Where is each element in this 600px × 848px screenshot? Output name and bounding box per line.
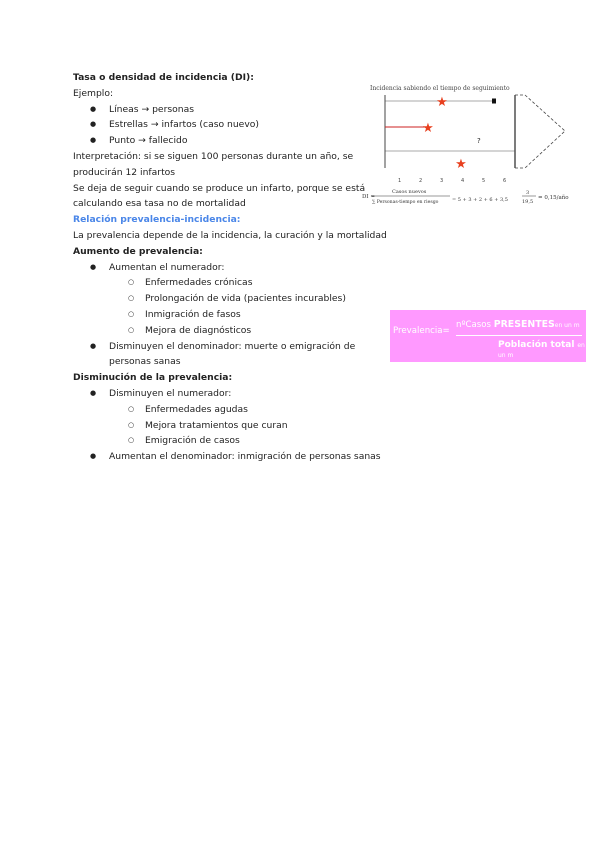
- di-formula: [362, 189, 569, 205]
- numerator-bold: PRESENTES: [493, 319, 555, 330]
- denominator-subscript: en un m: [498, 342, 585, 359]
- increase-heading: Aumento de prevalencia:: [73, 245, 203, 257]
- formula-sum: = 5 + 3 + 2 + 6 + 3,5: [452, 197, 508, 203]
- prevalence-fraction-bar: [456, 335, 582, 336]
- formula-fraction-den: 19,5: [522, 199, 534, 205]
- axis-tick: 1: [398, 178, 402, 184]
- time-axis-ticks: [398, 178, 506, 184]
- numerator-prefix: nºCasos: [456, 320, 491, 330]
- decrease-sub-item: ○ Mejora tratamientos que curan: [73, 418, 383, 434]
- axis-tick: 3: [440, 178, 444, 184]
- decrease-list: [73, 386, 383, 402]
- relation-text: La prevalencia depende de la incidencia, la curación y la mortalidad: [73, 229, 387, 241]
- numerator-subscript: en un m: [554, 322, 580, 329]
- infarct-star-3: ★: [455, 157, 467, 172]
- formula-result: = 0,15/año: [538, 195, 569, 201]
- formula-denominator: ∑ Personas-tiempo en riesgo: [372, 200, 439, 205]
- increase-sub-item: ○ Prolongación de vida (pacientes incurables): [73, 291, 383, 307]
- increase-numerator-text: Aumentan el numerador:: [109, 261, 225, 273]
- increase-sub-item: ○ Enfermedades crónicas: [73, 275, 383, 291]
- prevalence-denominator: [498, 340, 586, 360]
- decrease-sub-list: [73, 402, 383, 449]
- example-item-stars: ● Estrellas → infartos (caso nuevo): [73, 117, 383, 133]
- increase-numerator-item: [73, 260, 383, 276]
- increase-denominator-item: ● Disminuyen el denominador: muerte o emigración de personas sanas: [73, 339, 383, 371]
- denominator-bold: Población total: [498, 340, 575, 350]
- example-label: Ejemplo:: [73, 87, 114, 99]
- example-item-point: ● Punto → fallecido: [73, 133, 383, 149]
- death-point: [492, 99, 496, 104]
- diagram-question-mark: ?: [477, 137, 481, 145]
- example-list: [73, 102, 383, 149]
- increase-sub-item: ○ Inmigración de fasos: [73, 307, 383, 323]
- prevalence-numerator: [456, 319, 580, 330]
- axis-tick: 4: [461, 178, 465, 184]
- relation-heading: Relación prevalencia-incidencia:: [73, 214, 241, 226]
- infarct-star-2: ★: [422, 121, 434, 136]
- notes-column: [73, 70, 387, 465]
- decrease-numerator-item: ● Disminuyen el numerador:: [73, 386, 383, 402]
- heading-incidence-density: Tasa o densidad de incidencia (DI):: [73, 72, 254, 83]
- decrease-sub-item: ○ Emigración de casos: [73, 433, 383, 449]
- diagram-title: Incidencia sabiendo el tiempo de seguimiento: [370, 85, 510, 92]
- example-item-lines: ● Líneas → personas: [73, 102, 383, 118]
- axis-tick: 2: [419, 178, 423, 184]
- follow-up-note: Se deja de seguir cuando se produce un infarto, porque se está calculando esa tasa no de mortalidad: [73, 182, 366, 210]
- decrease-heading: Disminución de la prevalencia:: [73, 372, 233, 384]
- formula-fraction-num: 3: [526, 190, 530, 196]
- decrease-sub-item: ○ Enfermedades agudas: [73, 402, 383, 418]
- decrease-denominator-item: ● Aumentan el denominador: inmigración de personas sanas: [73, 449, 429, 465]
- axis-tick: 6: [503, 178, 507, 184]
- dashed-arrowhead: [525, 95, 565, 168]
- increase-sub-item: ○ Mejora de diagnósticos: [73, 323, 383, 339]
- prevalence-formula-box: [390, 310, 586, 362]
- prevalence-label: Prevalencia=: [393, 326, 450, 336]
- formula-lhs: DI =: [362, 194, 375, 200]
- decrease-denominator-list: [73, 449, 383, 465]
- increase-denominator-list: [73, 339, 383, 371]
- axis-tick: 5: [482, 178, 486, 184]
- formula-numerator: Casos nuevos: [392, 189, 427, 195]
- increase-sub-list: [73, 275, 383, 338]
- increase-list: [73, 260, 383, 276]
- incidence-follow-up-diagram: [362, 80, 577, 210]
- interpretation-text: Interpretación: si se siguen 100 personas durante un año, se producirán 12 infartos: [73, 150, 354, 178]
- infarct-star-1: ★: [436, 95, 448, 110]
